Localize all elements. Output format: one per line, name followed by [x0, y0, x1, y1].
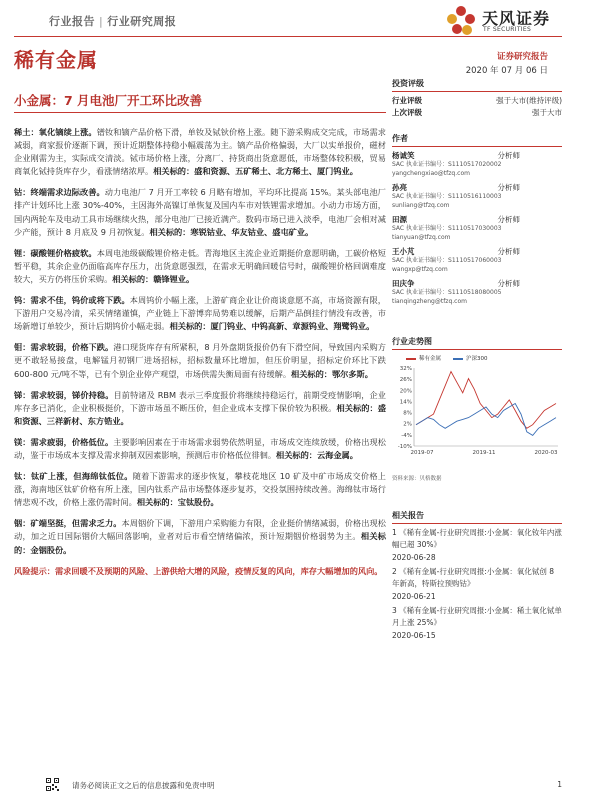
tag-weekly: 行业研究周报: [107, 15, 177, 28]
author-card: 田源 分析师 SAC 执业证书编号：S1110517030003 tianyuan@tfzq.com: [392, 214, 562, 242]
series-line-rare-metals: [416, 372, 556, 429]
trend-chart-svg: [392, 362, 562, 466]
subtitle-divider: [14, 112, 386, 113]
x-tick-label: 2019-11: [472, 450, 496, 456]
x-tick-label: 2020-03: [534, 450, 558, 456]
trend-header: 行业走势图: [392, 336, 562, 350]
author-card: 田庆争 分析师 SAC 执业证书编号：S1110518080005 tianqingzheng@tfzq.com: [392, 278, 562, 306]
rating-header: 投资评级: [392, 78, 562, 92]
page-header: [0, 0, 600, 44]
page-title: 稀有金属: [14, 48, 98, 72]
paragraph-tungsten: 钨：需求不佳，钨价或将下跌。本周钨价小幅上涨，上游矿商企业让价商谈意愿不高，市场资源有限，下游用户交易冷清，采买情绪谨慎，产业链上下游博弈局势难以缓解，后期产品倒挂行情没有改善，市场新增订单较少，预计后期钨价小幅走弱。相关标的：厦门钨业、中钨高新、章源钨业、翔鹭钨业。: [14, 295, 386, 332]
related-report[interactable]: 2 《稀有金属-行业研究周报:小金属：氧化铽创 8 年新高，特斯拉预购钴》 2020-06-21: [392, 567, 555, 601]
y-tick-label: 26%: [399, 377, 412, 384]
logo-text-cn: 天风证券: [482, 9, 551, 28]
paragraph-magnesium: 镁：需求疲弱，价格低位。主要影响因素在于市场需求弱势依然明显，市场成交连续放缓，价格出现松动，鉴于市场成本支撑及需求抑制双因素影响，预测后市价格低位徘徊。相关标的：云海金属。: [14, 436, 386, 460]
page-number: 1: [557, 780, 562, 789]
author-card: 杨诚笑 分析师 SAC 执业证书编号：S1110517020002 yangchengxiao@tfzq.com: [392, 150, 562, 178]
y-tick-label: 8%: [403, 410, 412, 417]
logo-emblem-icon: [444, 4, 478, 38]
paragraph-lithium: 锂：碳酸锂价格疲软。本周电池级碳酸锂价格走低。青海地区主流企业近期挺价意愿明确，工碳价格短暂平稳，其余企业仍面临高库存压力，出货意愿强烈，在需求无明确回暖信号时，碳酸锂价格回调难度较大，买方仍将压价采购。相关标的：赣锋锂业。: [14, 247, 386, 284]
y-tick-label: 32%: [399, 366, 412, 372]
logo-text-en: TF SECURITIES: [483, 26, 532, 33]
legend-swatch: [453, 358, 463, 360]
related-report[interactable]: 3 《稀有金属-行业研究周报:小金属：稀土氧化铽单月上涨 25%》 2020-06-15: [392, 606, 562, 640]
y-tick-label: -4%: [401, 432, 412, 439]
y-tick-label: 20%: [399, 388, 412, 395]
paragraph-molybdenum: 钼：需求较弱，价格下跌。港口现货库存有所紧积，8 月外盘期货报价仍有下滑空间，导致国内采购方更不敢轻易接盘，电解锰月初钢厂进场招标，招标数量环比增加，但压价明显，招标定价环比下跌 600-800 元/吨不等，已有个别企业停产观望，市场供需失衡局面有待缓解。相关标的：鄂尔多斯。: [14, 342, 386, 379]
related-report[interactable]: 1 《稀有金属-行业研究周报:小金属：氧化钕年内涨幅已超 30%》 2020-06-28: [392, 528, 562, 562]
paragraph-titanium: 钛：钛矿上涨，但海绵钛低位。随着下游需求的逐步恢复，攀枝花地区 10 矿及中矿市场成交价格上涨，海南地区钛矿价格有所上涨，国内钛系产品市场整体逐步复苏，交投氛围持续改善。海绵钛市场行情悲观不改，价格上涨仍需时间。相关标的：宝钛股份。: [14, 471, 386, 508]
series-line-csi300: [416, 404, 556, 436]
report-body: [14, 126, 386, 586]
paragraph-cobalt: 钴：终端需求边际改善。动力电池厂 7 月开工率较 6 月略有增加，平均环比提高 15%。某头部电池厂排产计划环比上涨 30%-40%，主因海外高镍订单恢复及国内车市对铁锂需求增加。小动力市场方面，国内两轮车及电动工具市场继续火热，部分电池厂已接近满产。数码市场已进入淡季，电池厂会相对减少产能，预计 8 月底及 9 月初恢复。相关标的：寒锐钴业、华友钴业、盛屯矿业。: [14, 187, 386, 237]
report-category: 行业报告 | 行业研究周报: [49, 15, 177, 28]
author-card: 孙亮 分析师 SAC 执业证书编号：S1110516110003 sunliang@tfzq.com: [392, 182, 562, 210]
paragraph-indium: 铟：矿端坚挺，但需求乏力。本周铟价下调，下游用户采购能力有限，企业挺价情绪减弱，价格出现松动，加之近日国际铟价大幅回落影响，业者对后市看空情绪偏浓，预计短期铟价格弱势为主。相关标的：金铟股份。: [14, 518, 386, 555]
related-header: 相关报告: [392, 510, 562, 524]
risk-warning: 风险提示：需求回暖不及预期的风险、上游供给大增的风险，疫情反复的风向，库存大幅增加的风向。: [14, 565, 383, 576]
y-tick-label: 14%: [399, 399, 412, 406]
chart-source: 资料来源：贝格数据: [392, 476, 442, 482]
paragraph-antimony: 锑：需求较弱，锑价持稳。目前特诸及 RBM 表示三季度报价将继续持稳运行，前期受疫情影响，企业库存多已消化，企业积极挺价，下游市场虽不断压价，但企业成本支撑下保价较为积极。相关标的：盛和资源、三祥新材、东方锆业。: [14, 389, 386, 426]
page-footer: [14, 776, 562, 796]
report-type: 证券研究报告: [496, 52, 548, 62]
authors-header: 作者: [392, 133, 562, 147]
author-email[interactable]: tianyuan@tfzq.com: [392, 233, 451, 241]
rating-row: 上次评级 强于大市: [392, 108, 562, 117]
paragraph-rare-earth: 稀土：氧化镝续上涨。镨钕和镝产品价格下滑，单钕及铽钬价格上涨。随下游采购成交完成，市场需求减弱，商家报价逐渐下调，预计近期整体持稳小幅震荡为主。镝产品价格偏弱，大厂以实单报价，磁材企业刚需为主，实际成交清淡。铽市场价格上涨，分离厂、持货商出货意愿低，市场整体较积极，贸易商氧化铽持货库存少，看涨情绪浓厚。相关标的：盛和资源、五矿稀土、北方稀土、厦门钨业。: [14, 127, 386, 177]
author-email[interactable]: tianqingzheng@tfzq.com: [392, 297, 467, 305]
author-email[interactable]: yangchengxiao@tfzq.com: [392, 169, 470, 177]
legend-swatch: [406, 358, 416, 360]
trend-chart: [392, 354, 562, 482]
disclaimer: 请务必阅读正文之后的信息披露和免责申明: [72, 781, 215, 790]
chart-legend: [392, 354, 562, 362]
header-divider: [14, 36, 562, 37]
x-tick-label: 2019-07: [410, 450, 434, 456]
sidebar: [392, 78, 562, 644]
report-subtitle: 小金属：7 月电池厂开工环比改善: [14, 93, 203, 108]
y-tick-label: -10%: [397, 444, 412, 450]
legend-item: 稀有金属: [406, 354, 441, 362]
author-card: 王小芃 分析师 SAC 执业证书编号：S1110517060003 wangxp@tfzq.com: [392, 246, 562, 274]
tag-industry-report: 行业报告: [49, 15, 95, 28]
report-date: 2020 年 07 月 06 日: [465, 66, 548, 76]
company-logo: [444, 4, 554, 38]
author-email[interactable]: wangxp@tfzq.com: [392, 265, 448, 273]
rating-row: 行业评级 强于大市(维持评级): [392, 96, 562, 105]
qr-code-icon: [46, 778, 59, 791]
y-tick-label: 2%: [403, 421, 412, 428]
legend-item: 沪深300: [453, 354, 488, 362]
author-email[interactable]: sunliang@tfzq.com: [392, 201, 450, 209]
